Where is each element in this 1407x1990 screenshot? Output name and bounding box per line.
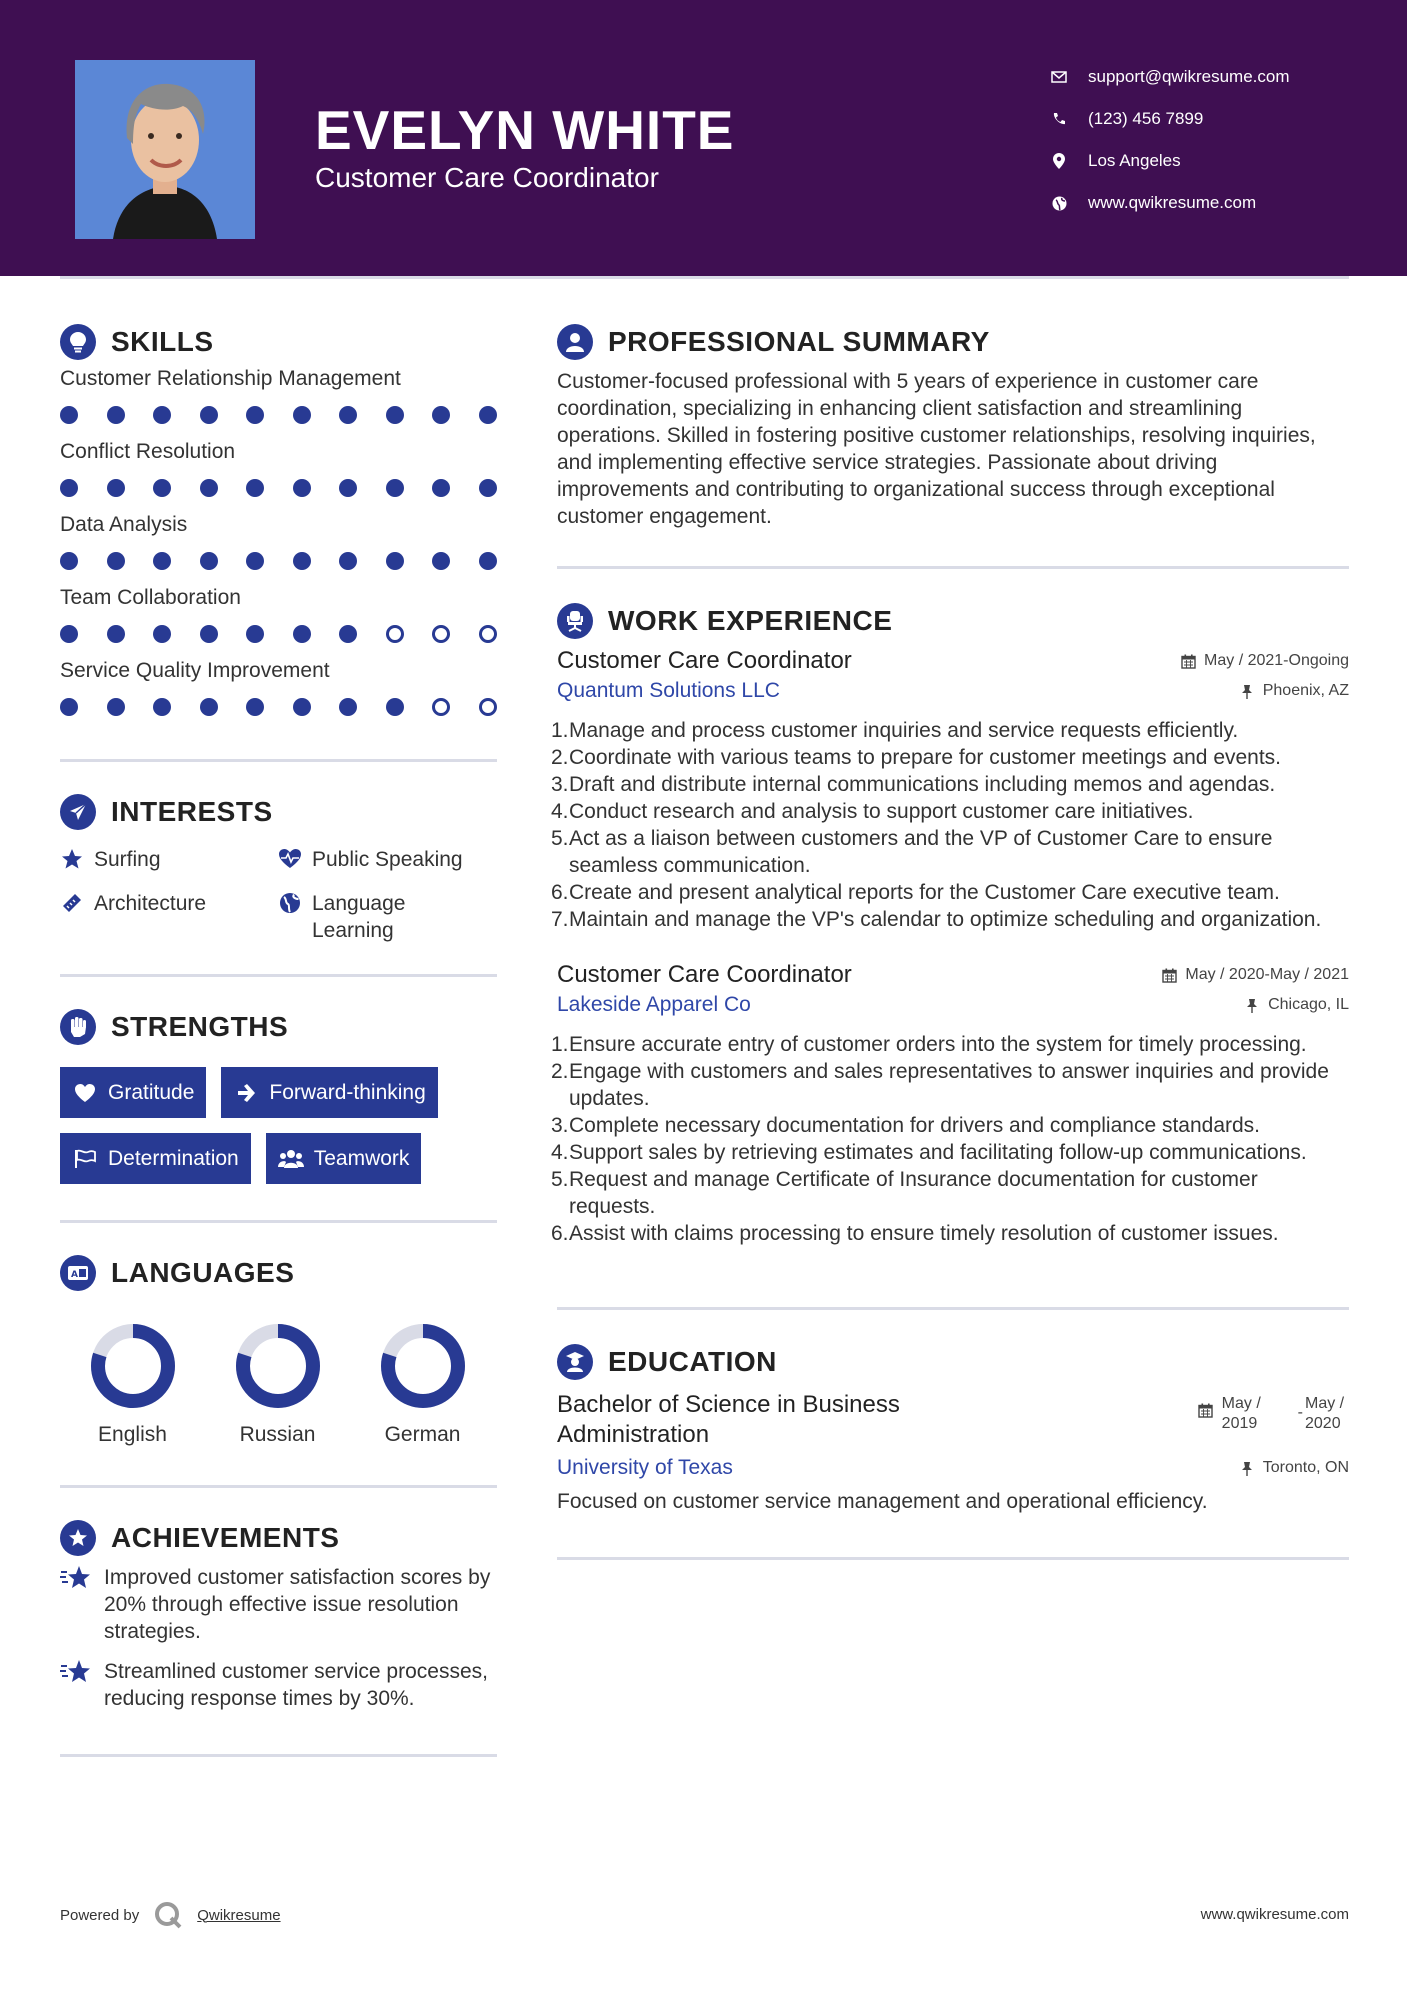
skill-dot-filled — [432, 552, 450, 570]
interests-list — [60, 846, 497, 944]
skill-dot-filled — [386, 479, 404, 497]
ruler-icon — [60, 891, 84, 915]
globe-icon — [1050, 194, 1068, 212]
job-title: Customer Care Coordinator — [557, 961, 852, 988]
strength-tag — [266, 1133, 422, 1184]
achievement-text: Improved customer satisfaction scores by 20% through effective issue resolution strategies. — [104, 1566, 491, 1643]
job-location — [1239, 682, 1349, 700]
skill-dot-filled — [246, 479, 264, 497]
pushpin-icon — [1244, 997, 1260, 1013]
job-location-text: Phoenix, AZ — [1262, 682, 1349, 699]
strength-label: Determination — [108, 1146, 239, 1170]
duty-item: 1. Ensure accurate entry of customer orders into the system for timely processing. — [551, 1033, 1307, 1056]
fist-icon — [60, 1009, 96, 1045]
strength-label: Teamwork — [313, 1146, 410, 1170]
duty-item: 5. Request and manage Certificate of Insurance documentation for customer requests. — [557, 1166, 1349, 1220]
skill-name: Data Analysis — [60, 513, 188, 536]
duty-text: Coordinate with various teams to prepare for customer meetings and events. — [569, 746, 1282, 769]
experience-title: WORK EXPERIENCE — [608, 605, 893, 636]
languages-title: LANGUAGES — [111, 1257, 295, 1288]
job-company: Quantum Solutions LLC — [557, 679, 780, 702]
user-icon — [557, 324, 593, 360]
skill-dot-filled — [200, 698, 218, 716]
heart-icon — [72, 1082, 98, 1104]
users-icon — [278, 1148, 304, 1170]
skill-dot-filled — [339, 406, 357, 424]
candidate-role: Customer Care Coordinator — [315, 162, 659, 193]
education-start: May / 2019 — [1221, 1395, 1261, 1432]
duty-text: Support sales by retrieving estimates and facilitating follow-up communications. — [569, 1141, 1307, 1164]
left-column — [60, 320, 497, 1757]
interest-label: Architecture — [94, 892, 207, 915]
education-location-text: Toronto, ON — [1262, 1459, 1349, 1476]
skill-dot-filled — [107, 698, 125, 716]
duty-item: 3. Draft and distribute internal communications including memos and agendas. — [551, 773, 1276, 796]
interest-item — [60, 846, 278, 890]
phone-icon — [1050, 110, 1068, 128]
skill-dot-filled — [153, 406, 171, 424]
footer-website[interactable]: www.qwikresume.com — [1200, 1906, 1349, 1923]
achievements-list — [60, 1564, 497, 1712]
education-title: EDUCATION — [608, 1346, 777, 1377]
skill-dot-empty — [386, 625, 404, 643]
duty-text: Draft and distribute internal communications including memos and agendas. — [569, 773, 1276, 796]
strengths-section — [60, 1005, 497, 1223]
lightbulb-icon — [60, 324, 96, 360]
svg-text:A: A — [71, 1270, 78, 1280]
job-title: Customer Care Coordinator — [557, 647, 852, 674]
resume-header — [0, 0, 1407, 276]
interest-label: Language Learning — [312, 892, 406, 942]
pushpin-icon — [1239, 683, 1255, 699]
strength-tag — [60, 1133, 251, 1184]
skill-dot-filled — [386, 552, 404, 570]
interest-item — [278, 846, 497, 890]
skill-dot-filled — [339, 479, 357, 497]
calendar-icon — [1180, 653, 1196, 669]
achievement-item — [60, 1658, 497, 1712]
skill-dot-filled — [60, 698, 78, 716]
date-separator: - — [1297, 1404, 1303, 1421]
skill-rating — [60, 393, 497, 437]
strength-tag — [221, 1067, 437, 1118]
job-duties — [551, 717, 1349, 933]
skill-dot-filled — [153, 552, 171, 570]
skill-dot-empty — [479, 698, 497, 716]
achievements-section — [60, 1516, 497, 1757]
interest-item — [60, 890, 278, 944]
duty-item: 2. Engage with customers and sales representatives to answer inquiries and provide updates. — [557, 1058, 1349, 1112]
office-chair-icon — [557, 603, 593, 639]
achievements-title: ACHIEVEMENTS — [111, 1522, 340, 1553]
contact-phone-text: (123) 456 7899 — [1088, 109, 1204, 128]
school-name: University of Texas — [557, 1456, 733, 1479]
job-company: Lakeside Apparel Co — [557, 993, 751, 1016]
skill-dot-filled — [479, 406, 497, 424]
skill-dot-filled — [200, 625, 218, 643]
skill-rating — [60, 466, 497, 510]
skill-item — [60, 437, 497, 510]
duty-item: 4. Conduct research and analysis to support customer care initiatives. — [551, 800, 1194, 823]
skill-dot-filled — [107, 552, 125, 570]
skill-dot-filled — [153, 479, 171, 497]
summary-section — [557, 320, 1349, 569]
footer-branding — [60, 1900, 281, 1930]
skill-rating — [60, 612, 497, 656]
skill-dot-empty — [432, 625, 450, 643]
duty-text: Maintain and manage the VP's calendar to optimize scheduling and organization. — [569, 908, 1322, 931]
section-divider — [60, 974, 497, 977]
interests-section — [60, 790, 497, 977]
profile-photo — [75, 60, 255, 239]
calendar-icon — [1198, 1402, 1214, 1418]
job-dates-text: May / 2021-Ongoing — [1204, 652, 1349, 669]
duty-text: Create and present analytical reports for the Customer Care executive team. — [569, 881, 1280, 904]
duty-item: 6. Assist with claims processing to ensure timely resolution of customer issues. — [551, 1222, 1279, 1245]
skill-dot-filled — [293, 552, 311, 570]
skills-section — [60, 320, 497, 762]
candidate-name: EVELYN WHITE — [315, 99, 735, 161]
contact-website-text: www.qwikresume.com — [1088, 193, 1257, 212]
languages-section — [60, 1251, 497, 1488]
heartbeat-icon — [278, 847, 302, 871]
duty-text: Assist with claims processing to ensure timely resolution of customer issues. — [569, 1222, 1279, 1245]
skill-dot-filled — [246, 625, 264, 643]
skill-dot-empty — [479, 625, 497, 643]
skill-dot-filled — [153, 698, 171, 716]
skill-dot-empty — [432, 698, 450, 716]
skill-dot-filled — [60, 406, 78, 424]
qwikresume-logo-icon — [153, 1900, 183, 1930]
section-divider — [60, 1754, 497, 1757]
summary-text: Customer-focused professional with 5 years of experience in customer care coordination, specializing in enhancing client satisfaction and streamlining operations. Skilled in fostering positive customer relationships, resolving inquiries, and implementing effective service strategies. Passionate about driving improvements and contributing to organizational success through exceptional customer engagement. — [557, 370, 1316, 528]
education-section — [557, 1340, 1349, 1560]
duty-text: Act as a liaison between customers and the VP of Customer Care to ensure seamless communication. — [569, 827, 1273, 877]
section-divider — [557, 1307, 1349, 1310]
skill-dot-filled — [153, 625, 171, 643]
flag-icon — [72, 1148, 98, 1170]
interest-label: Public Speaking — [312, 848, 463, 871]
job-location-text: Chicago, IL — [1268, 996, 1349, 1013]
skill-dot-filled — [293, 406, 311, 424]
experience-heading — [557, 599, 1349, 643]
skill-dot-filled — [432, 406, 450, 424]
skill-dot-filled — [479, 479, 497, 497]
education-end: May / 2020 — [1305, 1395, 1345, 1432]
skill-rating — [60, 539, 497, 583]
interests-title: INTERESTS — [111, 796, 273, 827]
achievement-text: Streamlined customer service processes, reducing response times by 30%. — [104, 1660, 488, 1710]
achievement-item — [60, 1564, 497, 1645]
envelope-icon — [1050, 68, 1068, 86]
duty-text: Request and manage Certificate of Insurance documentation for customer requests. — [569, 1168, 1258, 1218]
skill-dot-filled — [107, 406, 125, 424]
duty-item: 7. Maintain and manage the VP's calendar to optimize scheduling and organization. — [551, 908, 1322, 931]
skill-dot-filled — [293, 625, 311, 643]
skill-dot-filled — [339, 698, 357, 716]
duty-item: 1. Manage and process customer inquiries and service requests efficiently. — [551, 719, 1239, 742]
languages-list — [60, 1323, 497, 1447]
section-divider — [60, 759, 497, 762]
skill-dot-filled — [386, 698, 404, 716]
paper-plane-icon — [60, 794, 96, 830]
skill-item — [60, 656, 497, 729]
education-heading — [557, 1340, 1349, 1384]
job-entry — [551, 961, 1349, 1247]
skill-dot-filled — [386, 406, 404, 424]
skill-dot-filled — [339, 625, 357, 643]
skill-dot-filled — [60, 552, 78, 570]
skills-title: SKILLS — [111, 326, 214, 357]
contact-email-text: support@qwikresume.com — [1088, 67, 1290, 86]
job-location — [1244, 996, 1349, 1014]
summary-title: PROFESSIONAL SUMMARY — [608, 326, 990, 357]
star-icon — [60, 847, 84, 871]
section-divider — [557, 1557, 1349, 1560]
skill-dot-filled — [293, 479, 311, 497]
duty-text: Conduct research and analysis to support customer care initiatives. — [569, 800, 1194, 823]
language-label: English — [98, 1423, 167, 1446]
experience-section — [551, 599, 1349, 1310]
skill-dot-filled — [200, 406, 218, 424]
skill-dot-filled — [60, 479, 78, 497]
job-entry — [551, 647, 1349, 933]
degree-title: Bachelor of Science in Business Administration — [557, 1391, 900, 1448]
section-divider — [557, 566, 1349, 569]
education-description: Focused on customer service management and operational efficiency. — [557, 1490, 1208, 1513]
skill-dot-filled — [107, 479, 125, 497]
skill-item — [60, 583, 497, 656]
skill-dot-filled — [293, 698, 311, 716]
duty-item: 3. Complete necessary documentation for drivers and compliance standards. — [551, 1114, 1261, 1137]
graduate-icon — [557, 1344, 593, 1380]
star-badge-icon — [60, 1520, 96, 1556]
skill-item — [60, 510, 497, 583]
duty-text: Complete necessary documentation for drivers and compliance standards. — [569, 1114, 1261, 1137]
strengths-heading — [60, 1005, 497, 1049]
duty-text: Ensure accurate entry of customer orders into the system for timely processing. — [569, 1033, 1307, 1056]
contact-email[interactable] — [1050, 56, 1290, 98]
skills-heading — [60, 320, 497, 364]
globe-icon — [278, 891, 302, 915]
language-donut — [235, 1323, 321, 1409]
skill-name: Conflict Resolution — [60, 440, 236, 463]
map-pin-icon — [1050, 152, 1068, 170]
powered-by-text: Powered by — [60, 1906, 140, 1924]
education-dates — [1198, 1394, 1349, 1434]
contact-location-text: Los Angeles — [1088, 151, 1181, 170]
language-label: Russian — [239, 1423, 316, 1446]
contact-list — [1050, 56, 1290, 224]
interest-label: Surfing — [94, 848, 161, 871]
summary-heading — [557, 320, 1349, 364]
shooting-star-icon — [60, 1564, 92, 1592]
skill-dot-filled — [339, 552, 357, 570]
section-divider — [60, 1485, 497, 1488]
skill-name: Service Quality Improvement — [60, 659, 330, 682]
contact-location — [1050, 140, 1290, 182]
skill-name: Team Collaboration — [60, 586, 241, 609]
duty-item: 5. Act as a liaison between customers and the VP of Customer Care to ensure seamless communication. — [557, 825, 1349, 879]
skill-item — [60, 364, 497, 437]
calendar-icon — [1161, 967, 1177, 983]
language-icon — [60, 1255, 96, 1291]
job-duties — [551, 1031, 1349, 1247]
job-dates — [1161, 966, 1349, 984]
language-item — [205, 1323, 350, 1447]
language-item — [350, 1323, 495, 1447]
strengths-list — [60, 1067, 497, 1184]
pushpin-icon — [1239, 1460, 1255, 1476]
duty-item: 6. Create and present analytical reports for the Customer Care executive team. — [551, 881, 1280, 904]
duty-item: 4. Support sales by retrieving estimates and facilitating follow-up communications. — [551, 1141, 1307, 1164]
skill-dot-filled — [107, 625, 125, 643]
strength-label: Gratitude — [108, 1080, 195, 1104]
strengths-title: STRENGTHS — [111, 1011, 289, 1042]
duty-text: Manage and process customer inquiries and service requests efficiently. — [569, 719, 1239, 742]
skill-rating — [60, 685, 497, 729]
arrow-right-icon — [233, 1082, 259, 1104]
skill-dot-filled — [246, 406, 264, 424]
contact-phone[interactable] — [1050, 98, 1290, 140]
skill-dot-filled — [479, 552, 497, 570]
right-column — [551, 320, 1349, 1560]
language-item — [60, 1323, 205, 1447]
strength-label: Forward-thinking — [269, 1080, 426, 1104]
interests-heading — [60, 790, 497, 834]
skill-dot-filled — [246, 698, 264, 716]
job-dates-text: May / 2020-May / 2021 — [1185, 966, 1349, 983]
strength-tag — [60, 1067, 206, 1118]
language-donut — [90, 1323, 176, 1409]
skills-list — [60, 364, 497, 729]
duty-text: Engage with customers and sales representatives to answer inquiries and provide updates. — [569, 1060, 1329, 1110]
skill-dot-filled — [60, 625, 78, 643]
interest-item — [278, 890, 497, 944]
skill-dot-filled — [432, 479, 450, 497]
languages-heading — [60, 1251, 497, 1295]
language-label: German — [384, 1423, 461, 1446]
header-divider — [60, 276, 1349, 279]
section-divider — [60, 1220, 497, 1223]
achievements-heading — [60, 1516, 497, 1560]
skill-dot-filled — [200, 479, 218, 497]
skill-name: Customer Relationship Management — [60, 367, 401, 390]
qwikresume-link[interactable]: Qwikresume — [197, 1906, 281, 1924]
skill-dot-filled — [200, 552, 218, 570]
skill-dot-filled — [246, 552, 264, 570]
language-donut — [380, 1323, 466, 1409]
job-dates — [1180, 652, 1349, 670]
duty-item: 2. Coordinate with various teams to prepare for customer meetings and events. — [551, 746, 1282, 769]
shooting-star-icon — [60, 1658, 92, 1686]
contact-website[interactable] — [1050, 182, 1290, 224]
education-location — [1239, 1459, 1349, 1477]
